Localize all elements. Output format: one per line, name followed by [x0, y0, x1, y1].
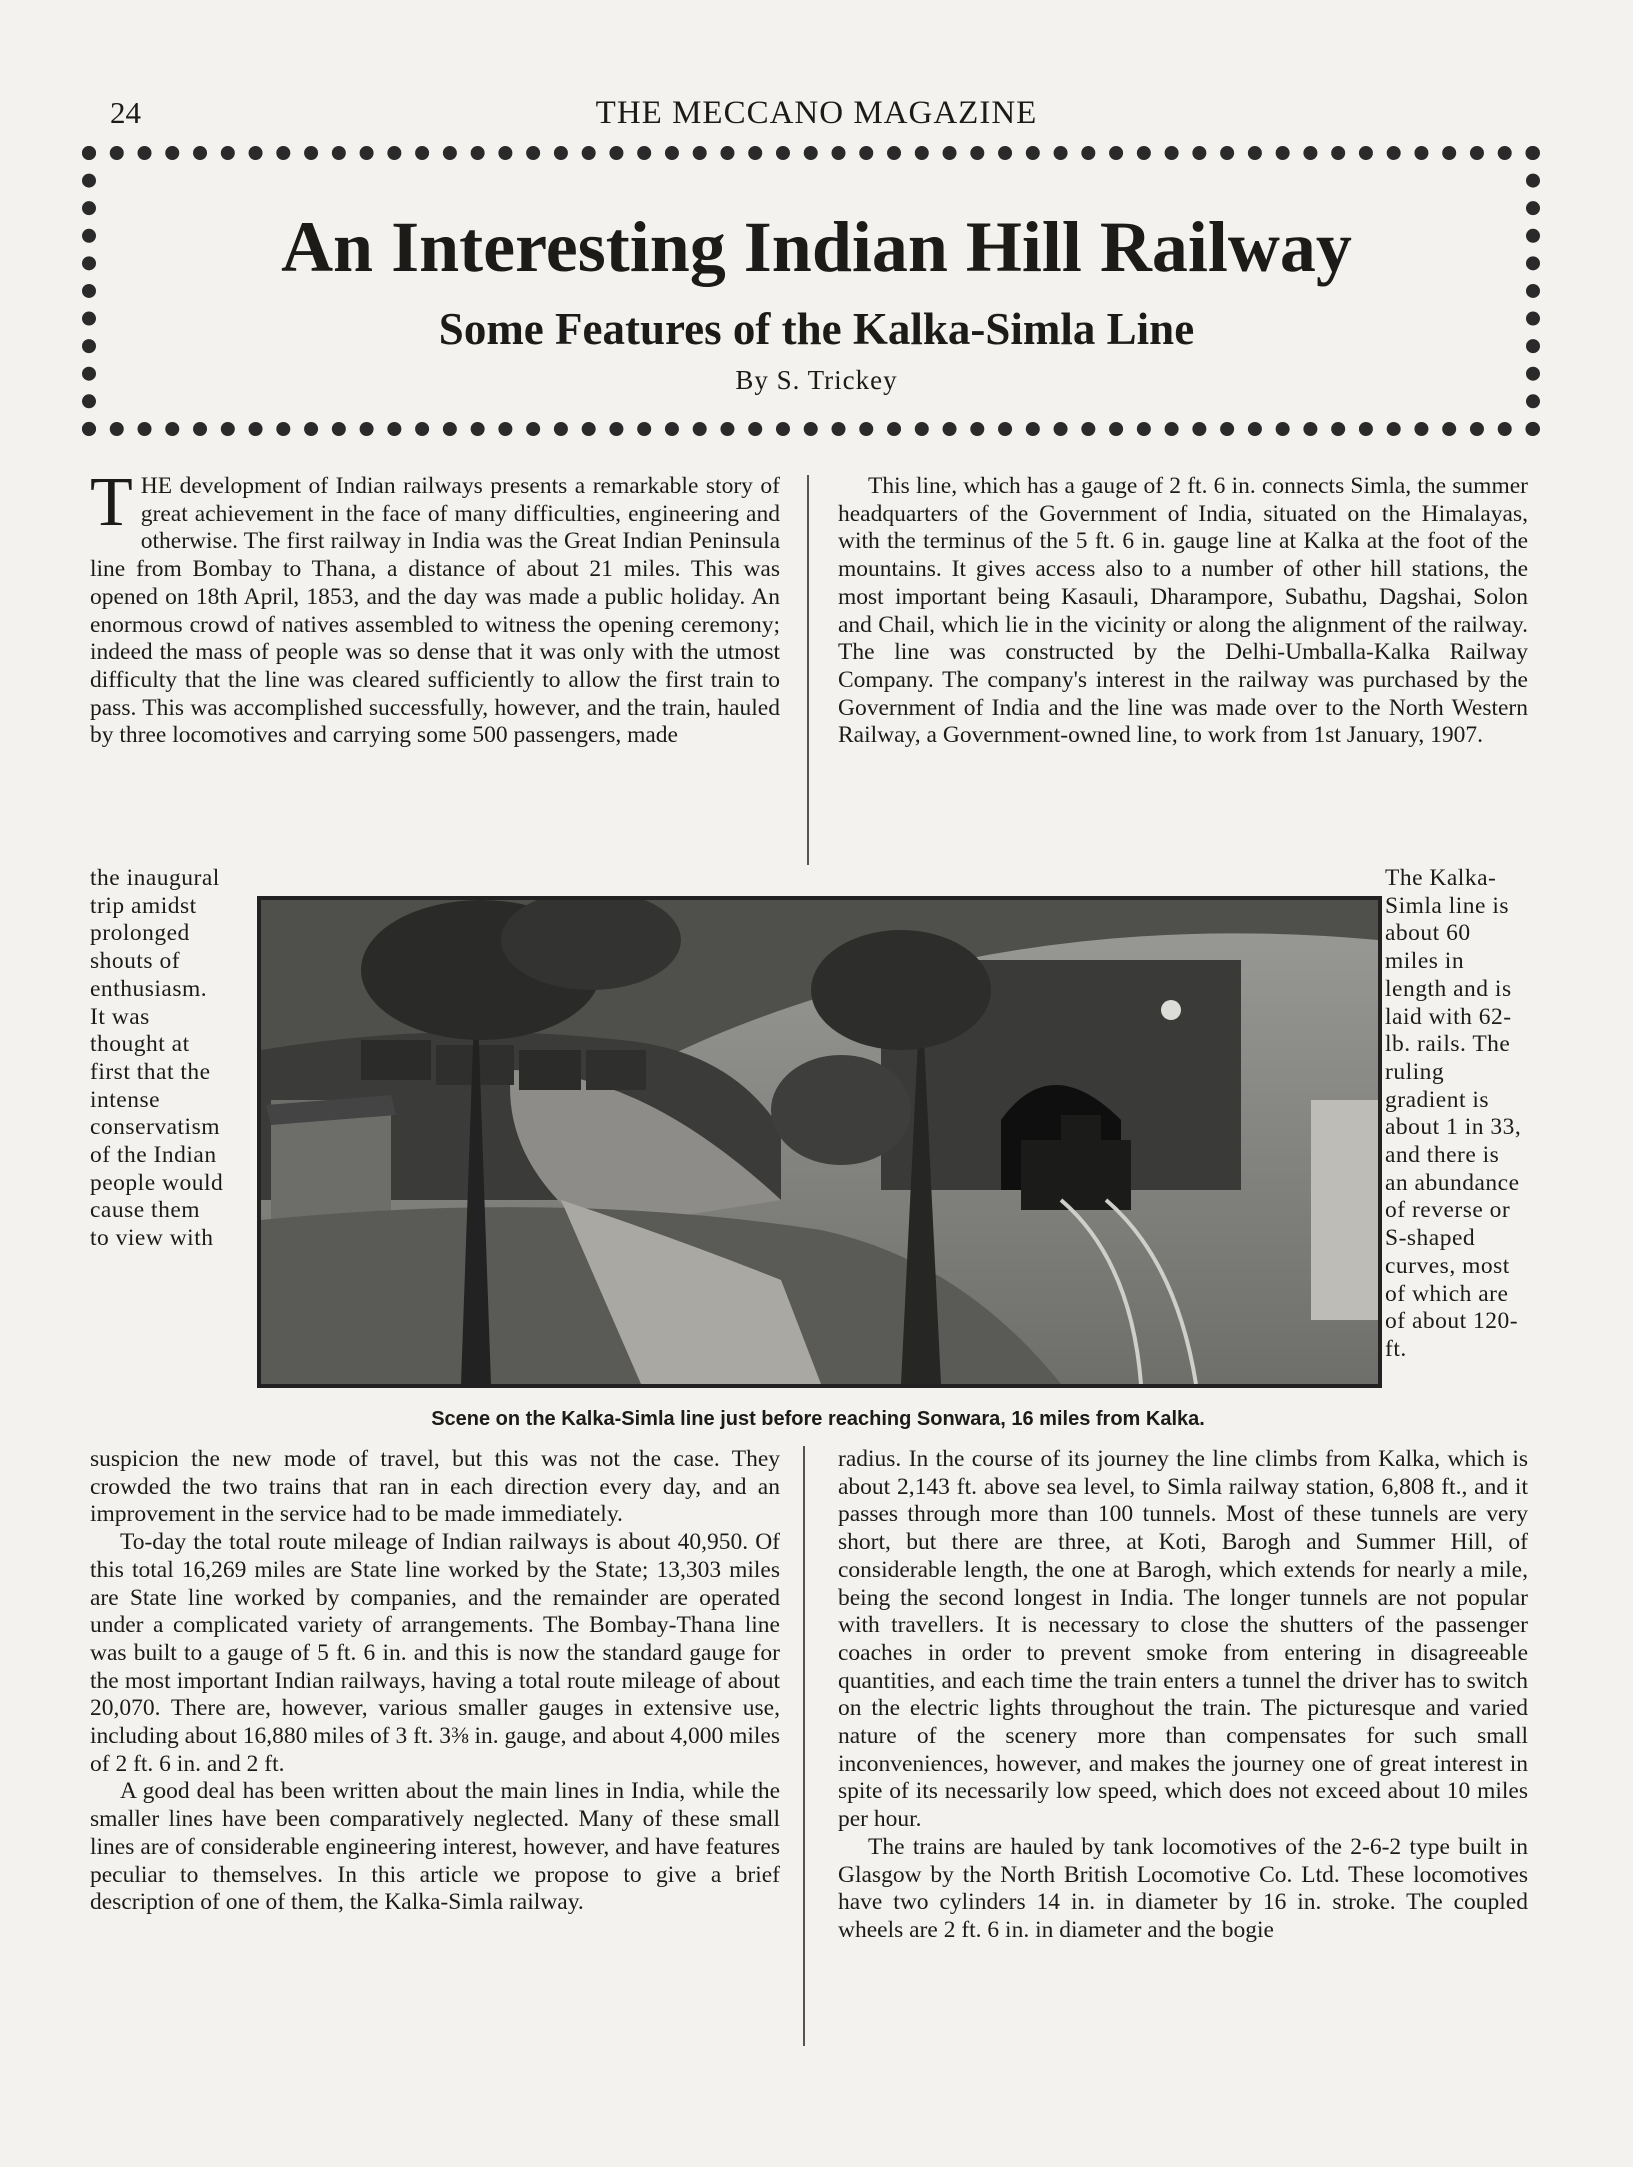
column-2-top	[838, 473, 1528, 750]
column-1-top	[90, 464, 780, 750]
photo-caption: Scene on the Kalka-Simla line just before reaching Sonwara, 16 miles from Kalka.	[431, 1408, 1205, 1430]
paragraph: The trains are hauled by tank locomotives of the 2-6-2 type built in Glasgow by the North British Locomotive Co. Ltd. These locomotives have two cylinders 14 in. in diameter by 16 in. stroke. The coupled wheels are 2 ft. 6 in. in diameter and the bogie	[838, 1833, 1528, 1943]
paragraph: HE development of Indian railways presents a remarkable story of great achievement in the face of many difficulties, engineering and otherwise. The first railway in India was the Great Indian Peninsula line from Bombay to Thana, a distance of about 21 miles. This was opened on 18th April, 1853, and the day was made a public holiday. An enormous crowd of natives assembled to witness the opening ceremony; indeed the mass of people was so dense that it was only with the utmost difficulty that the line was cleared sufficiently to allow the first train to pass. This was accomplished successfully, however, and the train, hauled by three locomotives and carrying some 500 passengers, made	[90, 473, 780, 749]
paragraph: The Kalka-Simla line is about 60 miles in length and is laid with 62-lb. rails. The ruling gradient is about 1 in 33, and there is an abundance of reverse or S-shaped curves, most of which are of about 120-ft.	[1385, 865, 1522, 1362]
paragraph: This line, which has a gauge of 2 ft. 6 in. connects Simla, the summer headquarters of the Government of India, situated on the Himalayas, with the terminus of the 5 ft. 6 in. gauge line at Kalka at the foot of the mountains. It gives access also to a number of other hill stations, the most important being Kasauli, Dharampore, Subathu, Dagshai, Solon and Chail, which lie in the vicinity or along the alignment of the railway. The line was constructed by the Delhi-Umballa-Kalka Railway Company. The company's interest in the railway was purchased by the Government of India and the line was made over to the North Western Railway, a Government-owned line, to work from 1st January, 1907.	[838, 473, 1528, 749]
column-2-bottom	[838, 1446, 1528, 1945]
page-number: 24	[110, 95, 141, 130]
column-divider	[803, 1446, 805, 2046]
railway-photo	[257, 896, 1382, 1388]
paragraph: To-day the total route mileage of Indian railways is about 40,950. Of this total 16,269 miles are State line worked by the State; 13,303 miles are State line worked by companies, and the remainder are operated under a complicated variety of arrangements. The Bombay-Thana line was built to a gauge of 5 ft. 6 in. and this is now the standard gauge for the most important Indian railways, having a total route mileage of about 20,070. There are, however, various smaller gauges in extensive use, including about 16,880 miles of 3 ft. 3⅜ in. gauge, and about 4,000 miles of 2 ft. 6 in. and 2 ft.	[90, 1529, 780, 1777]
paragraph: radius. In the course of its journey the line climbs from Kalka, which is about 2,143 ft. above sea level, to Simla railway station, 6,808 ft., and it passes through more than 100 tunnels. Most of these tunnels are very short, but there are three, at Koti, Barogh and Summer Hill, of considerable length, the one at Barogh, which extends for nearly a mile, being the second longest in India. The longer tunnels are not popular with travellers. It is necessary to close the shutters of the passenger coaches in order to prevent smoke from entering in disagreeable quantities, and each time the train enters a tunnel the driver has to switch on the electric lights throughout the train. The picturesque and varied nature of the scenery more than compensates for such small inconveniences, however, and makes the journey one of great interest in spite of its necessarily low speed, which does not exceed about 10 miles per hour.	[838, 1446, 1528, 1833]
column-1-bottom	[90, 1446, 780, 1917]
article-byline: By S. Trickey	[735, 365, 898, 395]
article-title: An Interesting Indian Hill Railway	[281, 207, 1352, 287]
paragraph: suspicion the new mode of travel, but this was not the case. They crowded the two trains that ran in each direction every day, and an improvement in the service had to be made immediately.	[90, 1446, 780, 1528]
paragraph: the inaugural trip amidst prolonged shouts of enthusiasm. It was thought at first that the intense conservatism of the Indian people would cause them to view with	[90, 865, 224, 1252]
magazine-title: THE MECCANO MAGAZINE	[595, 95, 1038, 131]
paragraph: A good deal has been written about the main lines in India, while the smaller lines have been comparatively neglected. Many of these small lines are of considerable engineering interest, however, and have features peculiar to themselves. In this article we propose to give a brief description of one of them, the Kalka-Simla railway.	[90, 1778, 780, 1916]
photo-illustration	[261, 900, 1378, 1384]
column-divider	[807, 475, 809, 865]
right-wrap-text	[1385, 865, 1527, 1364]
left-wrap-text	[90, 865, 225, 1253]
article-subtitle: Some Features of the Kalka-Simla Line	[438, 304, 1195, 354]
drop-cap: T	[90, 464, 133, 541]
